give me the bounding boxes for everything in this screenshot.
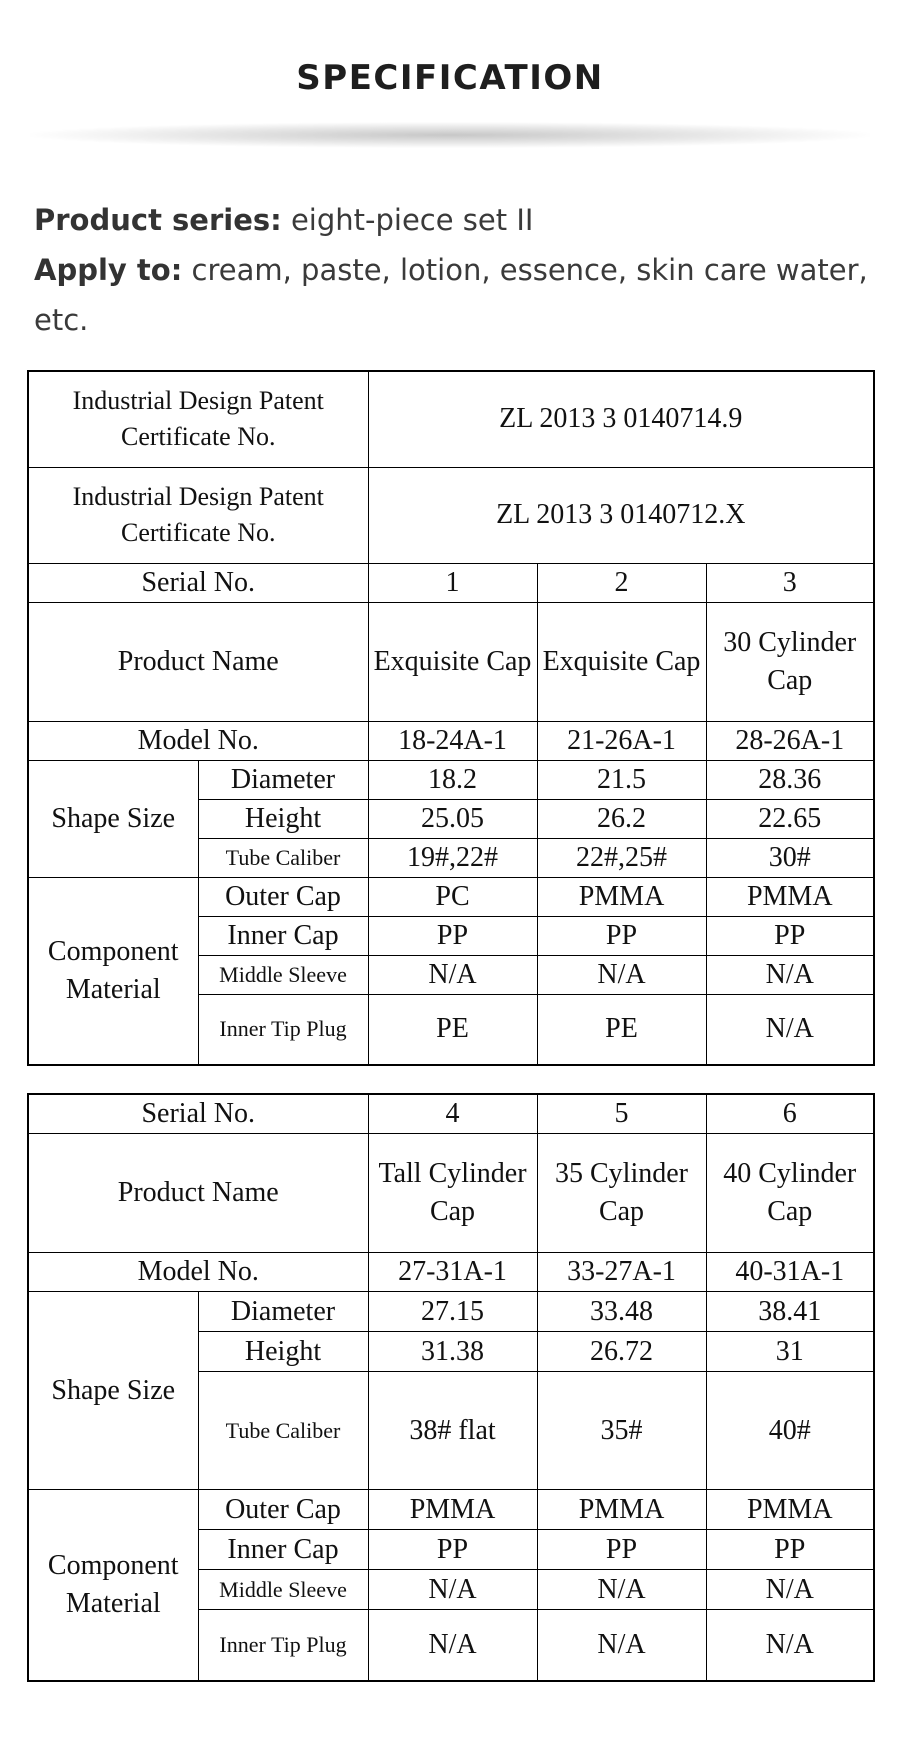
outer-cap-cell: PMMA bbox=[706, 1490, 874, 1530]
middle-sleeve-label: Middle Sleeve bbox=[198, 955, 368, 994]
middle-sleeve-cell: N/A bbox=[537, 1570, 706, 1610]
table-row bbox=[28, 1253, 874, 1292]
tube-caliber-cell: 38# flat bbox=[368, 1372, 537, 1490]
middle-sleeve-label: Middle Sleeve bbox=[198, 1570, 368, 1610]
product-series-label: Product series: bbox=[34, 203, 282, 237]
inner-tip-plug-cell: N/A bbox=[706, 1610, 874, 1681]
tube-caliber-label: Tube Caliber bbox=[198, 1372, 368, 1490]
serial-label: Serial No. bbox=[28, 563, 368, 602]
table-row bbox=[28, 602, 874, 721]
inner-cap-label: Inner Cap bbox=[198, 1530, 368, 1570]
spec-table-1 bbox=[27, 370, 875, 1066]
component-material-label: Component Material bbox=[28, 877, 198, 1065]
product-name-cell: Exquisite Cap bbox=[368, 602, 537, 721]
patent-label: Industrial Design Patent Certificate No. bbox=[28, 371, 368, 467]
height-cell: 31.38 bbox=[368, 1332, 537, 1372]
serial-cell: 3 bbox=[706, 563, 874, 602]
product-name-cell: 30 Cylinder Cap bbox=[706, 602, 874, 721]
spec-table-2 bbox=[27, 1093, 875, 1682]
outer-cap-cell: PC bbox=[368, 877, 537, 916]
height-cell: 26.72 bbox=[537, 1332, 706, 1372]
serial-cell: 4 bbox=[368, 1094, 537, 1134]
inner-cap-cell: PP bbox=[706, 916, 874, 955]
middle-sleeve-cell: N/A bbox=[368, 1570, 537, 1610]
inner-tip-plug-cell: PE bbox=[368, 994, 537, 1065]
inner-tip-plug-cell: N/A bbox=[537, 1610, 706, 1681]
model-cell: 40-31A-1 bbox=[706, 1253, 874, 1292]
outer-cap-cell: PMMA bbox=[706, 877, 874, 916]
apply-to-line bbox=[34, 245, 874, 345]
product-name-label: Product Name bbox=[28, 602, 368, 721]
model-cell: 27-31A-1 bbox=[368, 1253, 537, 1292]
patent-value: ZL 2013 3 0140714.9 bbox=[368, 371, 874, 467]
serial-cell: 2 bbox=[537, 563, 706, 602]
tube-caliber-label: Tube Caliber bbox=[198, 838, 368, 877]
outer-cap-label: Outer Cap bbox=[198, 877, 368, 916]
apply-to-label: Apply to: bbox=[34, 253, 183, 287]
serial-cell: 5 bbox=[537, 1094, 706, 1134]
inner-cap-cell: PP bbox=[368, 1530, 537, 1570]
tube-caliber-cell: 22#,25# bbox=[537, 838, 706, 877]
outer-cap-cell: PMMA bbox=[537, 1490, 706, 1530]
middle-sleeve-cell: N/A bbox=[537, 955, 706, 994]
table-row bbox=[28, 721, 874, 760]
table-row bbox=[28, 1490, 874, 1530]
model-label: Model No. bbox=[28, 1253, 368, 1292]
title-divider-shadow bbox=[30, 122, 870, 148]
table-row bbox=[28, 467, 874, 563]
product-series-line bbox=[34, 195, 874, 245]
height-label: Height bbox=[198, 799, 368, 838]
tube-caliber-cell: 30# bbox=[706, 838, 874, 877]
shape-size-label: Shape Size bbox=[28, 1292, 198, 1490]
product-name-cell: Tall Cylinder Cap bbox=[368, 1134, 537, 1253]
table-row bbox=[28, 1134, 874, 1253]
inner-tip-plug-cell: N/A bbox=[706, 994, 874, 1065]
inner-tip-plug-label: Inner Tip Plug bbox=[198, 994, 368, 1065]
intro-text bbox=[34, 195, 874, 345]
inner-cap-cell: PP bbox=[706, 1530, 874, 1570]
diameter-cell: 18.2 bbox=[368, 760, 537, 799]
outer-cap-cell: PMMA bbox=[537, 877, 706, 916]
inner-cap-cell: PP bbox=[537, 916, 706, 955]
tube-caliber-cell: 19#,22# bbox=[368, 838, 537, 877]
table-row bbox=[28, 760, 874, 799]
product-name-cell: 35 Cylinder Cap bbox=[537, 1134, 706, 1253]
outer-cap-label: Outer Cap bbox=[198, 1490, 368, 1530]
inner-tip-plug-cell: N/A bbox=[368, 1610, 537, 1681]
height-cell: 31 bbox=[706, 1332, 874, 1372]
height-cell: 25.05 bbox=[368, 799, 537, 838]
product-name-cell: 40 Cylinder Cap bbox=[706, 1134, 874, 1253]
diameter-cell: 28.36 bbox=[706, 760, 874, 799]
table-row bbox=[28, 1094, 874, 1134]
diameter-cell: 21.5 bbox=[537, 760, 706, 799]
diameter-label: Diameter bbox=[198, 1292, 368, 1332]
inner-tip-plug-label: Inner Tip Plug bbox=[198, 1610, 368, 1681]
height-label: Height bbox=[198, 1332, 368, 1372]
model-label: Model No. bbox=[28, 721, 368, 760]
inner-cap-cell: PP bbox=[368, 916, 537, 955]
middle-sleeve-cell: N/A bbox=[706, 1570, 874, 1610]
tube-caliber-cell: 40# bbox=[706, 1372, 874, 1490]
diameter-cell: 27.15 bbox=[368, 1292, 537, 1332]
model-cell: 33-27A-1 bbox=[537, 1253, 706, 1292]
table-row bbox=[28, 877, 874, 916]
model-cell: 18-24A-1 bbox=[368, 721, 537, 760]
product-name-cell: Exquisite Cap bbox=[537, 602, 706, 721]
inner-cap-label: Inner Cap bbox=[198, 916, 368, 955]
apply-to-value: cream, paste, lotion, essence, skin care water, etc. bbox=[34, 253, 868, 337]
serial-cell: 6 bbox=[706, 1094, 874, 1134]
model-cell: 28-26A-1 bbox=[706, 721, 874, 760]
tube-caliber-cell: 35# bbox=[537, 1372, 706, 1490]
inner-cap-cell: PP bbox=[537, 1530, 706, 1570]
middle-sleeve-cell: N/A bbox=[706, 955, 874, 994]
table-row bbox=[28, 1292, 874, 1332]
product-series-value: eight-piece set II bbox=[281, 203, 534, 237]
diameter-cell: 33.48 bbox=[537, 1292, 706, 1332]
patent-label: Industrial Design Patent Certificate No. bbox=[28, 467, 368, 563]
model-cell: 21-26A-1 bbox=[537, 721, 706, 760]
table-row bbox=[28, 563, 874, 602]
diameter-cell: 38.41 bbox=[706, 1292, 874, 1332]
table-row bbox=[28, 371, 874, 467]
middle-sleeve-cell: N/A bbox=[368, 955, 537, 994]
height-cell: 26.2 bbox=[537, 799, 706, 838]
diameter-label: Diameter bbox=[198, 760, 368, 799]
component-material-label: Component Material bbox=[28, 1490, 198, 1681]
serial-label: Serial No. bbox=[28, 1094, 368, 1134]
product-name-label: Product Name bbox=[28, 1134, 368, 1253]
shape-size-label: Shape Size bbox=[28, 760, 198, 877]
patent-value: ZL 2013 3 0140712.X bbox=[368, 467, 874, 563]
serial-cell: 1 bbox=[368, 563, 537, 602]
height-cell: 22.65 bbox=[706, 799, 874, 838]
inner-tip-plug-cell: PE bbox=[537, 994, 706, 1065]
page-title: SPECIFICATION bbox=[296, 58, 604, 98]
outer-cap-cell: PMMA bbox=[368, 1490, 537, 1530]
